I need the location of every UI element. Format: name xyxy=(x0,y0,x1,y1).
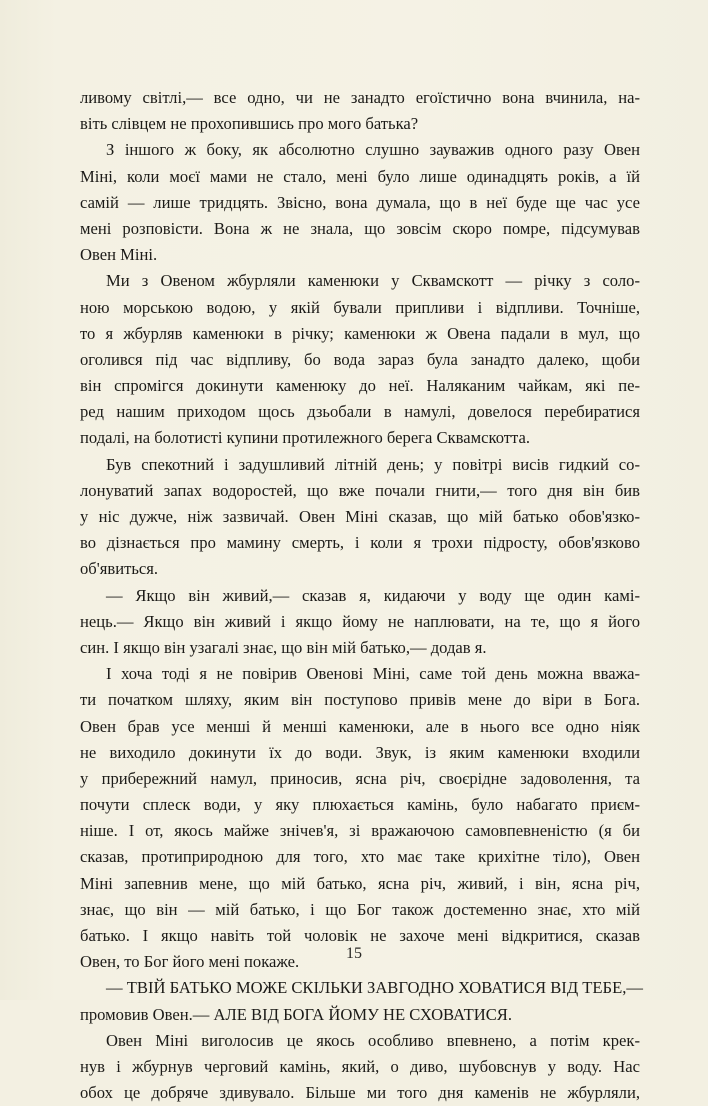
text-line: З іншого ж боку, як абсолютно слушно зауважив одного разу Овен xyxy=(106,140,640,160)
paragraph xyxy=(80,85,640,137)
text-line: І хоча тоді я не повірив Овенові Міні, саме той день можна вважа- xyxy=(106,664,640,684)
text-line: Овен, то Бог його мені покаже. xyxy=(80,952,300,972)
paragraph xyxy=(80,661,640,975)
paragraph xyxy=(80,1028,640,1106)
text-line: не виходило докинути їх до води. Звук, із яким каменюки входили xyxy=(80,742,640,762)
text-line: син. І якщо він узагалі знає, що він мій батько,— додав я. xyxy=(80,637,487,657)
text-line: у ніс дужче, ніж зазвичай. Овен Міні сказав, що мій батько обов'язко- xyxy=(80,507,640,526)
text-line: сказав, протиприродною для того, хто має таке крихітне тіло), Овен xyxy=(80,847,640,867)
text-line: нув і жбурнув черговий камінь, який, о диво, шубовснув у воду. Нас xyxy=(80,1056,640,1076)
text-line: батько. І якщо навіть той чоловік не захоче мені відкритися, сказав xyxy=(80,926,640,945)
text-line: Овен Міні виголосив це якось особливо впевнено, а потім крек- xyxy=(106,1030,640,1050)
text-line: Був спекотний і задушливий літній день; у повітрі висів гидкий со- xyxy=(106,454,640,474)
text-line: то я жбурляв каменюки в річку; каменюки ж Овена падали в мул, що xyxy=(80,323,640,343)
paragraph xyxy=(80,583,640,662)
text-line: ною морською водою, у якій бували припливи і відпливи. Точніше, xyxy=(80,297,640,317)
text-line: ти початком шляху, яким він поступово привів мене до віри в Бога. xyxy=(80,690,640,710)
text-line: у прибережний намул, приносив, ясна річ, своєрідне задоволення, та xyxy=(80,768,640,788)
text-line: Овен Міні. xyxy=(80,245,158,265)
text-line: віть слівцем не прохопившись про мого батька? xyxy=(80,114,419,134)
paragraph xyxy=(80,975,643,1027)
text-line: об'явиться. xyxy=(80,559,159,579)
text-line: ливому світлі,— все одно, чи не занадто егоїстично вона вчинила, на- xyxy=(80,88,640,107)
text-line: — ТВІЙ БАТЬКО МОЖЕ СКІЛЬКИ ЗАВГОДНО ХОВАТИСЯ ВІД ТЕБЕ,— xyxy=(106,978,643,998)
text-line: лонуватий запах водоростей, що вже почали гнити,— того дня він бив xyxy=(80,480,640,500)
page-number: 15 xyxy=(346,945,362,962)
text-line: Ми з Овеном жбурляли каменюки у Сквамскотт — річку з соло- xyxy=(106,271,640,291)
text-line: промовив Овен.— АЛЕ ВІД БОГА ЙОМУ НЕ СХОВАТИСЯ. xyxy=(80,1004,513,1024)
text-line: Овен брав усе менші й менші каменюки, але в нього все одно ніяк xyxy=(80,716,640,736)
text-line: самій — лише тридцять. Звісно, вона думала, що в неї буде ще час усе xyxy=(80,192,640,212)
paragraph xyxy=(80,268,640,451)
text-line: обох це добряче здивувало. Більше ми того дня каменів не жбурляли, xyxy=(80,1083,640,1103)
text-line: ніше. І от, якось майже знічев'я, зі вражаючою самовпевненістю (я би xyxy=(80,821,640,841)
text-line: во дізнається про мамину смерть, і коли я трохи підросту, обов'язково xyxy=(80,533,640,553)
paragraph xyxy=(80,137,640,268)
text-line: нець.— Якщо він живий і якщо йому не наплювати, на те, що я його xyxy=(80,611,640,631)
text-line: Міні, коли моєї мами не стало, мені було лише одинадцять років, а їй xyxy=(80,166,640,186)
text-line: мені розповісти. Вона ж не знала, що зовсім скоро помре, підсумував xyxy=(80,218,640,238)
text-line: — Якщо він живий,— сказав я, кидаючи у воду ще один камі- xyxy=(106,585,640,605)
text-line: він спромігся докинути каменюку до неї. Наляканим чайкам, які пе- xyxy=(80,376,640,396)
text-line: оголився під час відпливу, бо вода зараз була занадто далеко, щоби xyxy=(80,349,640,369)
text-line: Міні запевнив мене, що мій батько, ясна річ, живий, і він, ясна річ, xyxy=(80,873,640,893)
text-line: подалі, на болотисті купини протилежного берега Сквамскотта. xyxy=(80,428,530,448)
text-line: знає, що він — мій батько, і що Бог також достеменно знає, хто мій xyxy=(80,899,640,919)
text-line: почути сплеск води, у яку плюхається камінь, було набагато приєм- xyxy=(80,795,640,815)
text-line: ред нашим приходом щось дзьобали в намулі, довелося перебиратися xyxy=(80,402,640,422)
paragraph xyxy=(80,452,640,583)
